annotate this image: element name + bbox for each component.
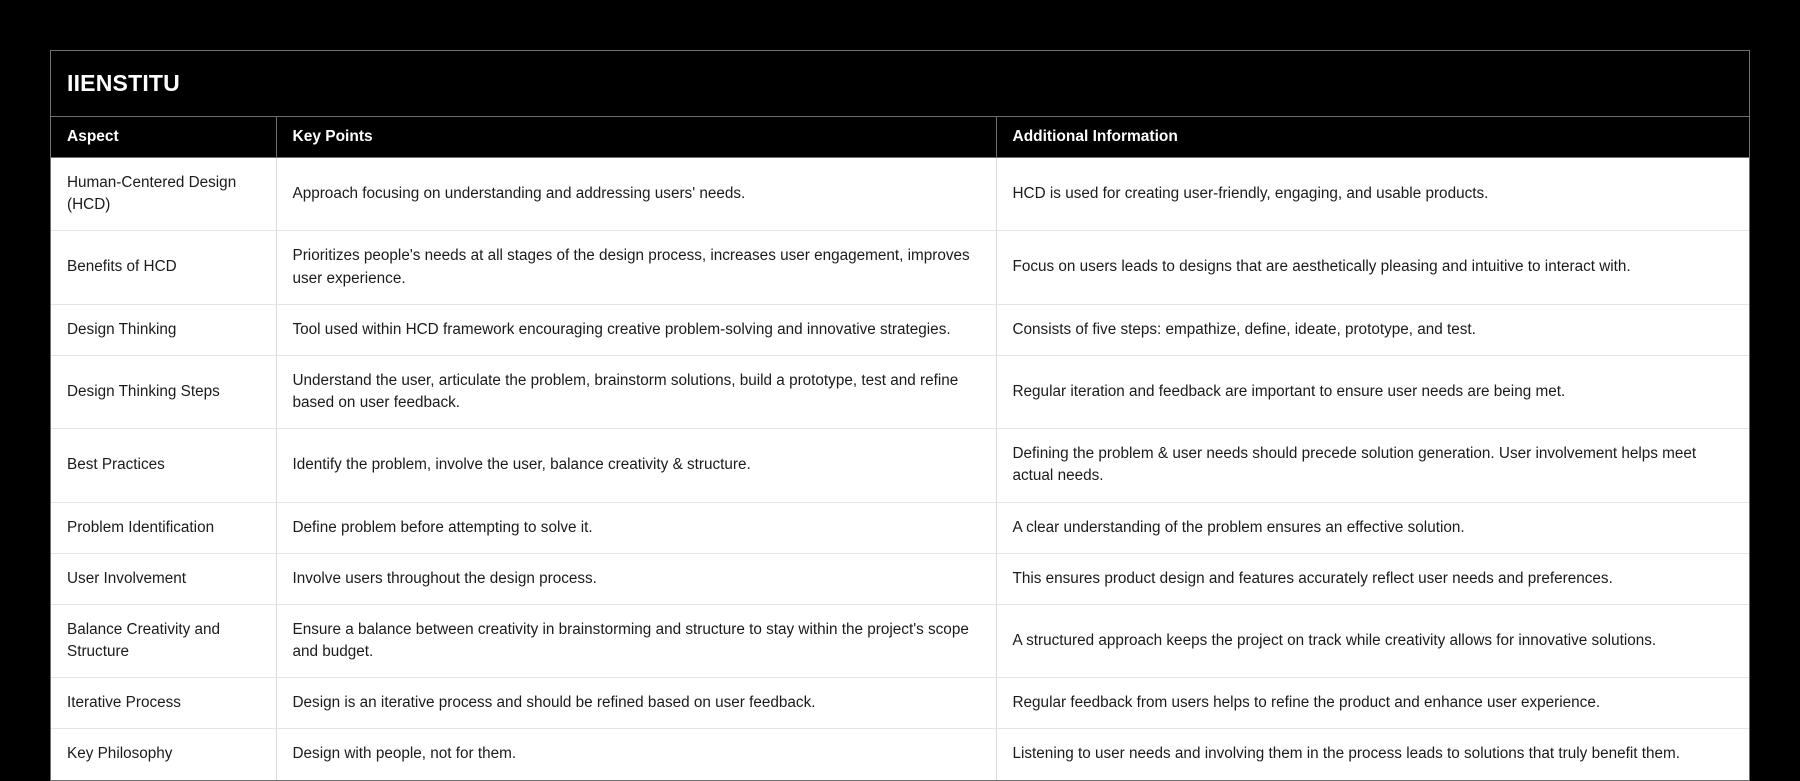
cell-additional-information: A structured approach keeps the project on track while creativity allows for innovative solutions. (996, 604, 1749, 677)
table-row (51, 502, 1749, 553)
cell-key-points: Design with people, not for them. (276, 729, 996, 780)
column-header-aspect: Aspect (51, 117, 276, 158)
table-header-row (51, 117, 1749, 158)
cell-aspect: Design Thinking (51, 304, 276, 355)
cell-key-points: Involve users throughout the design process. (276, 553, 996, 604)
column-header-key-points: Key Points (276, 117, 996, 158)
cell-key-points: Approach focusing on understanding and addressing users' needs. (276, 158, 996, 231)
cell-additional-information: Regular feedback from users helps to refine the product and enhance user experience. (996, 678, 1749, 729)
cell-additional-information: Defining the problem & user needs should precede solution generation. User involvement helps meet actual needs. (996, 429, 1749, 502)
table-body (51, 158, 1749, 780)
brand-title: IIENSTITU (67, 70, 180, 96)
column-header-additional-information: Additional Information (996, 117, 1749, 158)
table-row (51, 355, 1749, 428)
table-row (51, 429, 1749, 502)
cell-aspect: Benefits of HCD (51, 231, 276, 304)
cell-additional-information: Consists of five steps: empathize, define, ideate, prototype, and test. (996, 304, 1749, 355)
cell-key-points: Ensure a balance between creativity in brainstorming and structure to stay within the project's scope and budget. (276, 604, 996, 677)
cell-additional-information: Listening to user needs and involving them in the process leads to solutions that truly benefit them. (996, 729, 1749, 780)
table-header (51, 117, 1749, 158)
cell-additional-information: This ensures product design and features accurately reflect user needs and preferences. (996, 553, 1749, 604)
table-row (51, 553, 1749, 604)
cell-additional-information: Focus on users leads to designs that are aesthetically pleasing and intuitive to interact with. (996, 231, 1749, 304)
table-row (51, 604, 1749, 677)
cell-aspect: Design Thinking Steps (51, 355, 276, 428)
cell-key-points: Identify the problem, involve the user, balance creativity & structure. (276, 429, 996, 502)
cell-aspect: Human-Centered Design (HCD) (51, 158, 276, 231)
cell-key-points: Tool used within HCD framework encouraging creative problem-solving and innovative strategies. (276, 304, 996, 355)
brand-header (51, 51, 1749, 117)
cell-additional-information: Regular iteration and feedback are important to ensure user needs are being met. (996, 355, 1749, 428)
cell-aspect: Key Philosophy (51, 729, 276, 780)
cell-key-points: Prioritizes people's needs at all stages of the design process, increases user engagement, improves user experience. (276, 231, 996, 304)
cell-additional-information: HCD is used for creating user-friendly, engaging, and usable products. (996, 158, 1749, 231)
table-row (51, 158, 1749, 231)
cell-aspect: Iterative Process (51, 678, 276, 729)
cell-key-points: Define problem before attempting to solve it. (276, 502, 996, 553)
cell-key-points: Design is an iterative process and should be refined based on user feedback. (276, 678, 996, 729)
cell-aspect: Problem Identification (51, 502, 276, 553)
table-row (51, 678, 1749, 729)
cell-additional-information: A clear understanding of the problem ensures an effective solution. (996, 502, 1749, 553)
table-row (51, 231, 1749, 304)
cell-key-points: Understand the user, articulate the problem, brainstorm solutions, build a prototype, test and refine based on user feedback. (276, 355, 996, 428)
cell-aspect: Balance Creativity and Structure (51, 604, 276, 677)
comparison-table (51, 117, 1749, 780)
table-row (51, 304, 1749, 355)
cell-aspect: Best Practices (51, 429, 276, 502)
cell-aspect: User Involvement (51, 553, 276, 604)
document-frame (50, 50, 1750, 781)
table-row (51, 729, 1749, 780)
